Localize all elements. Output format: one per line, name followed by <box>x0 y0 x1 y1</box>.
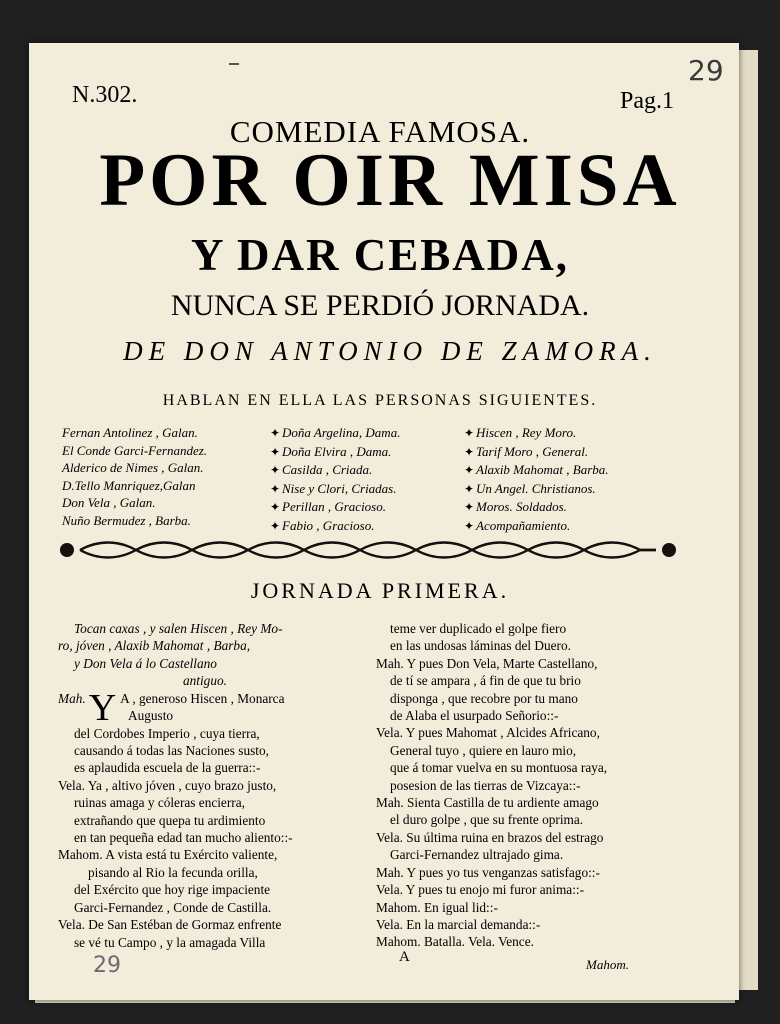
cast-entry-row <box>268 517 470 536</box>
verse-line: Vela. Su última ruina en brazos del estrago <box>376 829 604 845</box>
verse-line: A , generoso Hiscen , Monarca <box>120 690 285 706</box>
verse-line: del Exército que hoy rige impaciente <box>74 882 271 898</box>
text-column-left <box>58 620 358 951</box>
verse-line: Mah. Y pues yo tus venganzas satisfago::- <box>376 864 600 880</box>
ornament-left-icon <box>60 543 74 557</box>
verse-line: en las undosas láminas del Duero. <box>390 638 571 654</box>
text-column-right <box>360 620 700 951</box>
verse-line: Vela. Y pues tu enojo mi furor anima::- <box>376 882 585 898</box>
verse-line: en tan pequeña edad tan mucho aliento::- <box>74 830 293 846</box>
verse-line: de Alaba el usurpado Señorio::- <box>390 708 559 724</box>
verse-line: posesion de las tierras de Vizcaya::- <box>390 777 581 793</box>
verse-line: teme ver duplicado el golpe fiero <box>390 621 567 636</box>
title-line-1: COMEDIA FAMOSA. <box>229 114 531 149</box>
cast-entry-row <box>462 498 684 517</box>
verse-line: se vé tu Campo , y la amagada Villa <box>74 934 266 950</box>
verse-line: de tí se ampara , á fin de que tu brio <box>390 673 581 689</box>
cast-entry-row <box>268 424 470 443</box>
fleuron-icon: ✦ <box>463 481 475 496</box>
cast-entry: Perillan , Gracioso. <box>282 499 386 514</box>
cast-entry-row <box>462 517 684 536</box>
verse-line: pisando al Rio la fecunda orilla, <box>88 864 258 880</box>
verse-line: Mah. Sienta Castilla de tu ardiente amago <box>376 795 599 811</box>
verse-line: Mahom. Batalla. Vela. Vence. <box>376 934 534 950</box>
handwritten-folio-top: 29 <box>688 54 724 87</box>
stage-direction-line: ro, jóven , Alaxib Mahomat , Barba, <box>58 638 251 654</box>
fleuron-icon: ✦ <box>269 481 281 496</box>
cast-entry-row <box>462 443 684 462</box>
cast-entry-row <box>268 480 470 499</box>
verse-line: el duro golpe , que su frente oprima. <box>390 812 584 828</box>
verse-line: Vela. En la marcial demanda::- <box>376 916 541 932</box>
cast-entry-row <box>268 498 470 517</box>
cast-entry: Casilda , Criada. <box>282 462 373 477</box>
fleuron-icon: ✦ <box>463 463 475 477</box>
act-title: JORNADA PRIMERA. <box>250 578 510 603</box>
cast-entry-row <box>462 461 684 480</box>
signature-mark: A <box>399 949 410 965</box>
fleuron-icon: ✦ <box>463 500 475 514</box>
fleuron-icon: ✦ <box>269 500 281 514</box>
verse-line: del Cordobes Imperio , cuya tierra, <box>74 725 260 741</box>
ornamental-rule <box>58 536 678 564</box>
page-number-label: N.302. <box>72 82 138 108</box>
fleuron-icon: ✦ <box>463 426 475 440</box>
fleuron-icon: ✦ <box>269 426 281 440</box>
fleuron-icon: ✦ <box>269 463 281 477</box>
drop-cap: Y <box>88 689 117 725</box>
stage-direction-line: Tocan caxas , y salen Hiscen , Rey Mo- <box>74 621 283 636</box>
verse-line: Augusto <box>128 708 174 724</box>
stage-direction-line: y Don Vela á lo Castellano <box>74 655 217 671</box>
title-line-4: NUNCA SE PERDIÓ JORNADA. <box>170 289 590 322</box>
fleuron-icon: ✦ <box>269 444 281 459</box>
verse-line: General tuyo , quiere en lauro mio, <box>390 742 577 758</box>
fleuron-icon: ✦ <box>269 518 281 533</box>
cast-entry: El Conde Garci-Fernandez. <box>62 442 208 458</box>
verse-line: es aplaudida escuela de la guerra::- <box>74 760 261 776</box>
pag-label: Pag.1 <box>620 88 674 114</box>
verse-line: Mah. Y pues Don Vela, Marte Castellano, <box>376 655 598 671</box>
cast-column-2 <box>268 424 470 535</box>
verse-line: Garci-Fernandez , Conde de Castilla. <box>74 899 272 915</box>
first-speech <box>58 690 358 725</box>
cast-entry: Don Vela , Galan. <box>62 495 156 510</box>
fleuron-icon: ✦ <box>463 518 475 533</box>
cast-entry-row <box>462 480 684 499</box>
title-line-2: POR OIR MISA <box>99 139 681 222</box>
cast-entry-row <box>462 424 684 443</box>
cast-entry-row <box>268 443 470 462</box>
cast-entry: Nuño Bermudez , Barba. <box>62 512 191 528</box>
cast-entry: Doña Argelina, Dama. <box>282 425 401 440</box>
cast-entry-row <box>268 461 470 480</box>
cast-entry: Fabio , Gracioso. <box>282 517 375 533</box>
cast-entry: D.Tello Manriquez,Galan <box>62 477 196 493</box>
verse-line: disponga , que recobre por tu mano <box>390 690 578 706</box>
ink-mark <box>229 63 239 65</box>
catchword: Mahom. <box>586 957 629 972</box>
cast-column-3 <box>462 424 684 535</box>
cast-entry: Nise y Clori, Criadas. <box>282 480 397 496</box>
cast-entry: Fernan Antolinez , Galan. <box>62 425 198 440</box>
cast-entry: Alaxib Mahomat , Barba. <box>476 462 609 477</box>
verse-line: Mahom. A vista está tu Exército valiente, <box>58 847 278 863</box>
verse-line: Mahom. En igual lid::- <box>376 899 498 915</box>
cast-entry: Alderico de Nimes , Galan. <box>62 460 204 475</box>
personas-heading: HABLAN EN ELLA LAS PERSONAS SIGUIENTES. <box>162 392 598 409</box>
speaker-label: Mah. <box>58 690 86 706</box>
stage-direction-line: antiguo. <box>183 673 227 689</box>
verse-line: ruinas amaga y cóleras encierra, <box>74 795 245 811</box>
title-line-3: Y DAR CEBADA, <box>190 230 570 280</box>
cast-entry: Moros. Soldados. <box>476 499 567 514</box>
verse-line: causando á todas las Naciones susto, <box>74 743 269 759</box>
verse-line: Vela. Y pues Mahomat , Alcides Africano, <box>376 725 600 741</box>
cast-entry: Acompañamiento. <box>476 517 571 533</box>
cast-entry: Un Angel. Christianos. <box>476 480 596 496</box>
verse-line: Vela. Ya , altivo jóven , cuyo brazo justo, <box>58 777 277 793</box>
handwritten-folio-bottom: 29 <box>93 953 121 978</box>
cast-entry: Tarif Moro , General. <box>476 443 589 459</box>
verse-line: que á tomar vuelva en su montuosa raya, <box>390 760 608 776</box>
ornament-right-icon <box>662 543 676 557</box>
cast-column-1 <box>62 424 284 529</box>
verse-line: Vela. De San Estéban de Gormaz enfrente <box>58 917 282 933</box>
verse-line: Garci-Fernandez ultrajado gima. <box>390 847 564 863</box>
fleuron-icon: ✦ <box>463 444 475 459</box>
cast-entry: Doña Elvira , Dama. <box>282 443 392 459</box>
verse-line: extrañando que quepa tu ardimiento <box>74 812 266 828</box>
author-line: DE DON ANTONIO DE ZAMORA. <box>123 336 657 366</box>
cast-entry: Hiscen , Rey Moro. <box>476 425 577 440</box>
